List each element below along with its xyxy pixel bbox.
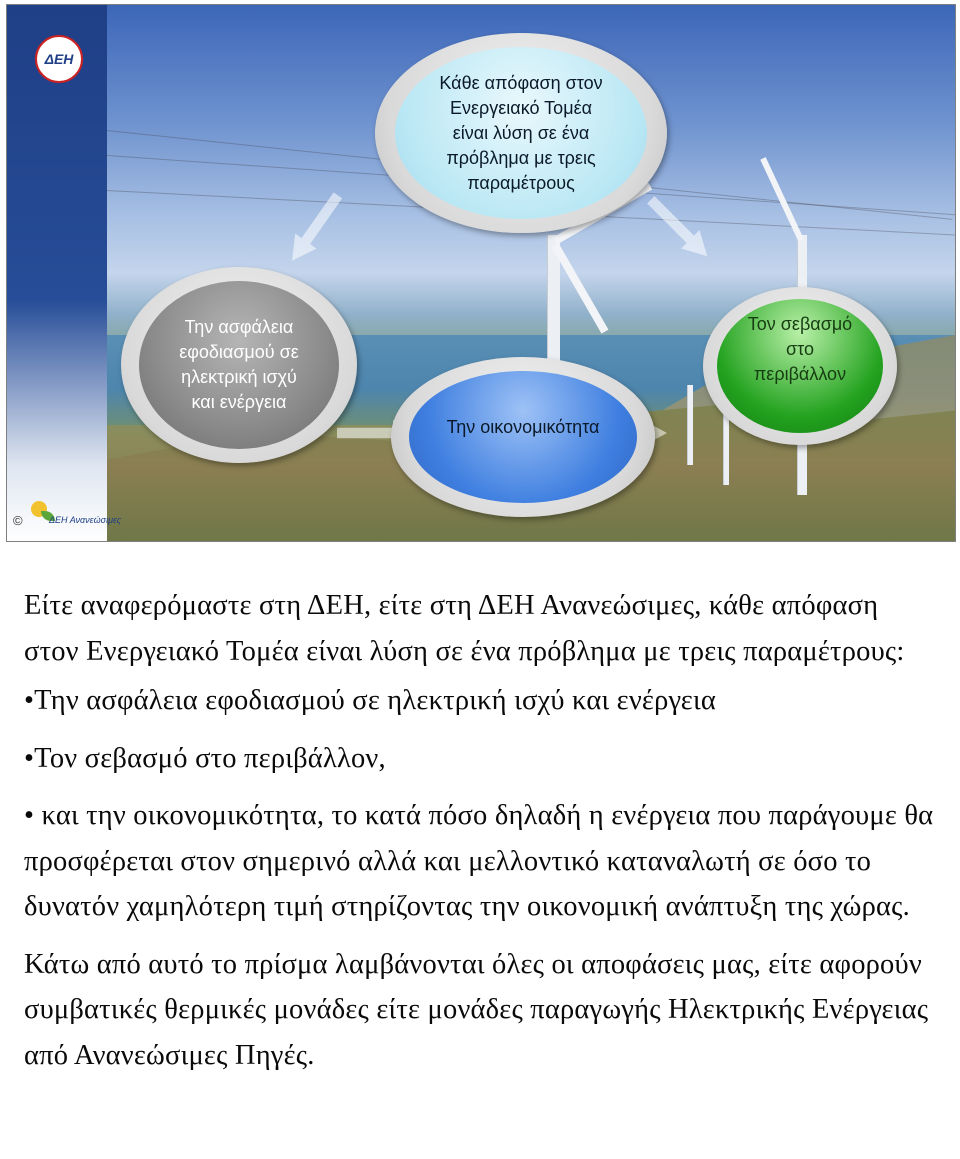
slide-image: [6, 4, 956, 542]
top-circle-line: Ενεργειακό Τομέα: [450, 97, 592, 118]
slide-sidebar: [7, 5, 107, 541]
left-circle-line: ηλεκτρική ισχύ: [181, 367, 297, 387]
bullet-economy: • και την οικονομικότητα, το κατά πόσο δηλαδή η ενέργεια που παράγουμε θα προσφέρεται στον σημερινό αλλά και μελλοντικό καταναλωτή σε όσο το δυνατόν χαμηλότερη τιμή στηρίζοντας την οικονομική ανάπτυξη της χώρας.: [24, 800, 934, 922]
right-circle-environment: [717, 299, 883, 433]
top-circle-line: Κάθε απόφαση στον: [439, 72, 603, 93]
right-circle-line: περιβάλλον: [753, 363, 847, 384]
dei-renewables-logo-icon: [29, 501, 122, 535]
dei-renewables-brand-text: ΔΕΗ Ανανεώσιμες: [49, 515, 122, 525]
left-circle-line: και ενέργεια: [191, 392, 287, 412]
bullet-supply-security: •Την ασφάλεια εφοδιασμού σε ηλεκτρική ισχύ και ενέργεια: [24, 685, 716, 716]
left-circle-supply-security: [139, 281, 339, 449]
cycle-arrow: [642, 191, 717, 266]
top-circle-line: πρόβλημα με τρεις: [446, 147, 596, 168]
left-circle-line: Την ασφάλεια: [184, 317, 294, 337]
left-circle-line: εφοδιασμού σε: [179, 342, 299, 362]
center-circle-economy: [409, 371, 637, 503]
copyright-mark: ©: [13, 513, 23, 528]
top-circle-line: παραμέτρους: [467, 172, 575, 193]
body-text: [24, 583, 954, 1078]
wind-turbine-mast: [687, 385, 693, 465]
dei-logo-icon: ΔΕΗ: [35, 35, 83, 83]
intro-paragraph: Είτε αναφερόμαστε στη ΔΕΗ, είτε στη ΔΕΗ Ανανεώσιμες, κάθε απόφαση στον Ενεργειακό Τομέα είναι λύση σε ένα πρόβλημα με τρεις παραμέτρους:: [24, 590, 905, 667]
wind-turbine-blade: [552, 243, 609, 334]
right-circle-line: στο: [786, 338, 814, 359]
top-circle-decision: [395, 47, 647, 219]
bullet-environment: •Τον σεβασμό στο περιβάλλον,: [24, 742, 386, 774]
center-circle-label: Την οικονομικότητα: [446, 417, 600, 437]
closing-paragraph: Κάτω από αυτό το πρίσμα λαμβάνονται όλες οι αποφάσεις μας, είτε αφορούν συμβατικές θερμικές μονάδες είτε μονάδες παραγωγής Ηλεκτρικής Ενέργειας από Ανανεώσιμες Πηγές.: [24, 948, 929, 1071]
right-circle-line: Τον σεβασμό: [747, 313, 853, 334]
top-circle-line: είναι λύση σε ένα: [452, 122, 590, 143]
